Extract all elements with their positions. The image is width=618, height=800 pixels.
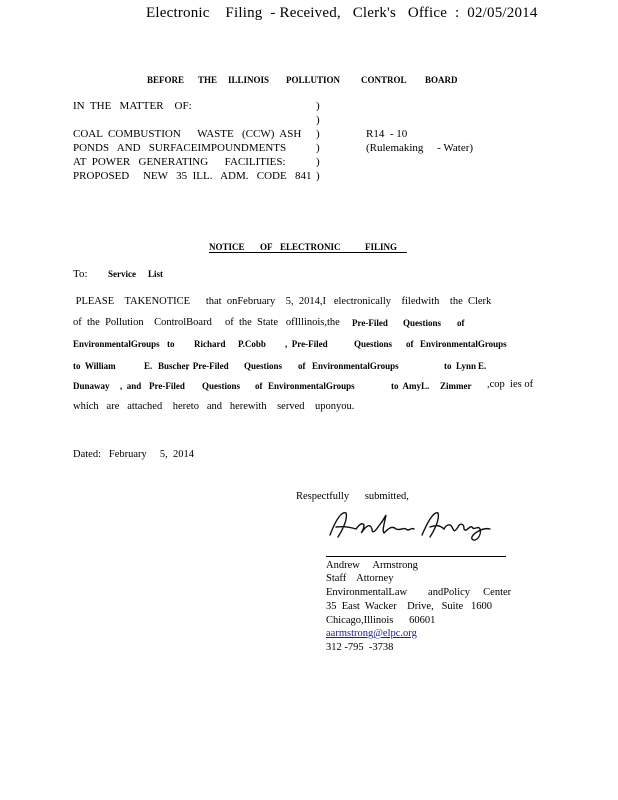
body-bold: of [255,381,263,391]
body-bold: Zimmer [440,381,472,391]
body-bold: Richard [194,339,226,349]
paren: ) [316,128,320,140]
body-bold: Dunaway [73,381,110,391]
body-bold: Buscher [158,361,190,371]
signer-title: Staff Attorney [326,573,394,584]
filing-header: Electronic Filing - Received, Clerk's Office : 02/05/2014 [146,5,538,21]
body-line-6: which are attached hereto and herewith served uponyou. [73,401,355,412]
body-bold: of [406,339,414,349]
body-bold: to William [73,361,116,371]
notice-word-filing: FILING [365,242,398,252]
notice-word-electronic: ELECTRONIC [280,242,341,252]
body-bold: of [457,318,465,328]
notice-word-of: OF [260,242,273,252]
body-bold: E. [478,361,487,371]
notice-word-notice: NOTICE [209,242,245,252]
body-bold: EnvironmentalGroups [312,361,399,371]
body-bold: , Pre-Filed [285,339,328,349]
board-word-illinois: ILLINOIS [228,75,270,85]
body-bold: Questions [244,361,283,371]
caption-line-2: PONDS AND SURFACEIMPOUNDMENTS [73,142,287,154]
handwritten-signature [326,505,496,547]
signer-address: 35 East Wacker Drive, Suite 1600 [326,601,493,612]
body-bold: E. [144,361,153,371]
board-word-before: BEFORE [147,75,185,85]
to-service: Service [108,269,136,279]
caption-line-3: AT POWER GENERATING FACILITIES: [73,156,286,168]
body-bold: of [298,361,306,371]
body-bold: to [167,339,175,349]
body-bold: Questions [354,339,393,349]
caption-line-1: COAL COMBUSTION WASTE (CCW) ASH [73,128,302,140]
caption-line-4: PROPOSED NEW 35 ILL. ADM. CODE 841 [73,170,312,182]
signer-email-link[interactable]: aarmstrong@elpc.org [326,628,417,639]
respectfully-submitted: Respectfully submitted, [296,491,409,502]
body-line-1: PLEASE TAKENOTICE that onFebruary 5, 2014,I electronically filedwith the Clerk [73,296,492,307]
body-bold: Questions [403,318,442,328]
signer-organization: EnvironmentalLaw andPolicy Center [326,587,512,598]
body-line-2: of the Pollution ControlBoard of the State ofIllinois,the [73,317,340,328]
board-word-pollution: POLLUTION [286,75,341,85]
docket-number: R14 - 10 [366,128,408,140]
body-bold: EnvironmentalGroups [420,339,507,349]
paren: ) [316,114,320,126]
docket-type: (Rulemaking - Water) [366,142,474,154]
board-word-board: BOARD [425,75,458,85]
body-bold: Pre-Filed [149,381,185,391]
board-word-control: CONTROL [361,75,407,85]
paren: ) [316,156,320,168]
body-bold: to Lynn [444,361,477,371]
body-bold: , Pre-Filed [186,361,229,371]
body-bold: to AmyL. [391,381,430,391]
signer-city: Chicago,Illinois 60601 [326,615,436,626]
to-list: List [148,269,164,279]
signature-line [326,556,506,557]
body-bold: EnvironmentalGroups [73,339,160,349]
paren: ) [316,142,320,154]
paren: ) [316,170,320,182]
body-bold: Pre-Filed [352,318,388,328]
paren: ) [316,100,320,112]
in-the-matter: IN THE MATTER OF: [73,100,192,112]
body-line-5-end: ,cop ies of [487,379,534,390]
dated: Dated: February 5, 2014 [73,449,195,460]
body-bold: P.Cobb [238,339,266,349]
board-word-the: THE [198,75,218,85]
body-bold: Questions [202,381,241,391]
notice-underline [209,252,407,253]
body-bold: , and [120,381,142,391]
body-bold: EnvironmentalGroups [268,381,355,391]
signer-phone: 312 -795 -3738 [326,642,394,653]
signer-name: Andrew Armstrong [326,560,418,571]
to-label: To: [73,268,88,280]
